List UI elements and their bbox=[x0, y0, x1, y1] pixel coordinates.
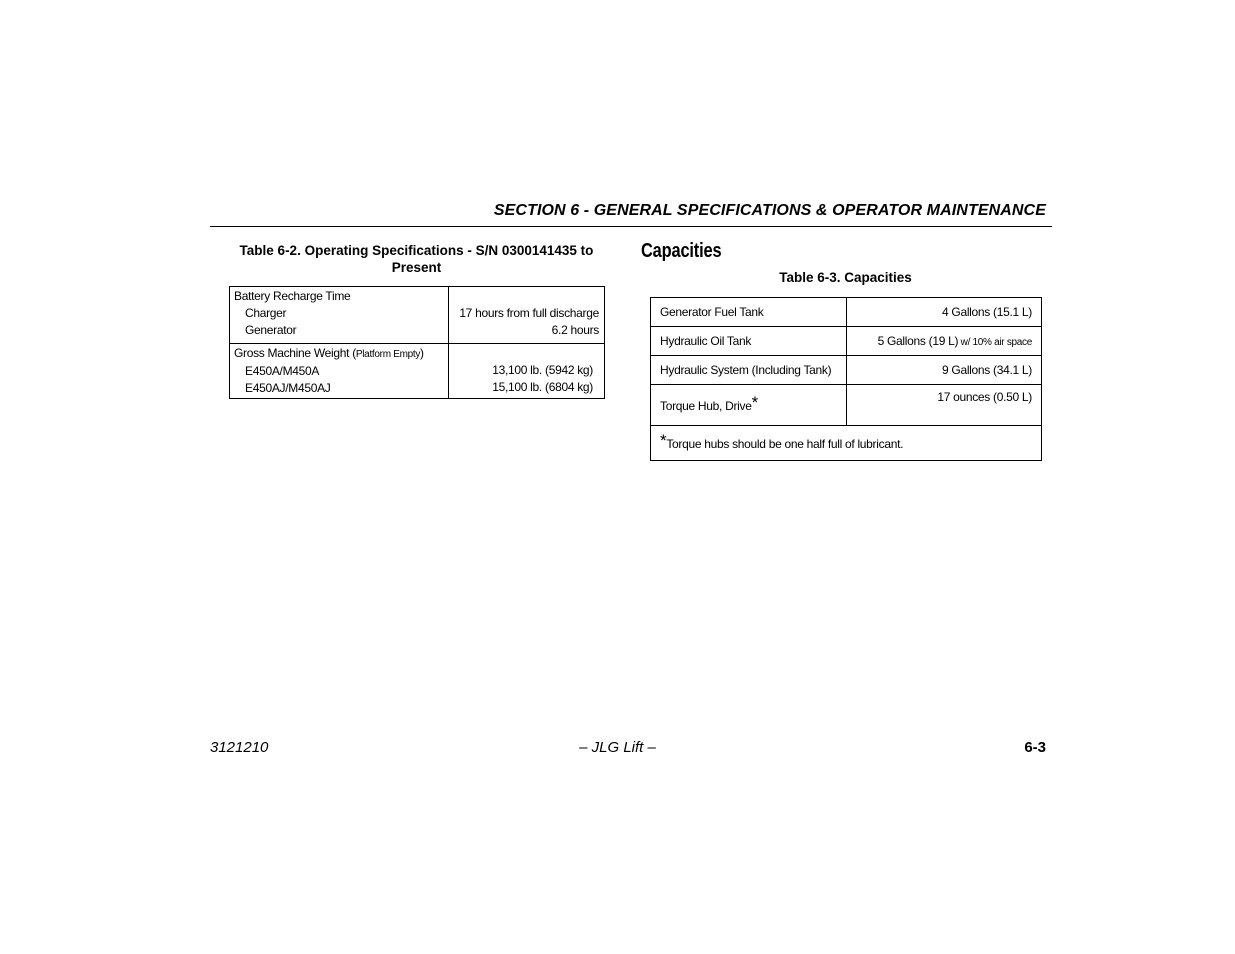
capacity-label: Hydraulic Oil Tank bbox=[651, 327, 847, 356]
capacity-value: 17 ounces (0.50 L) bbox=[847, 385, 1042, 426]
asterisk-mark: * bbox=[660, 431, 667, 450]
spec-item: E450A/M450A bbox=[245, 364, 320, 378]
spec-label-cell bbox=[230, 344, 449, 399]
footer-center-text: – JLG Lift – bbox=[579, 739, 656, 756]
table-note-row bbox=[651, 426, 1042, 461]
capacity-label-cell bbox=[651, 385, 847, 426]
capacity-value-note: w/ 10% air space bbox=[958, 337, 1032, 348]
spec-value-cell bbox=[449, 287, 605, 344]
spec-value: 15,100 lb. (6804 kg) bbox=[492, 380, 593, 394]
capacity-value: 5 Gallons (19 L) bbox=[877, 334, 959, 348]
spec-value: 6.2 hours bbox=[551, 323, 599, 337]
table-6-2-caption bbox=[228, 242, 605, 276]
capacity-value: 4 Gallons (15.1 L) bbox=[847, 298, 1042, 327]
spec-value-cell bbox=[449, 344, 605, 399]
table-row bbox=[230, 344, 605, 399]
table-row bbox=[651, 327, 1042, 356]
capacities-table bbox=[650, 297, 1042, 461]
capacity-value: 9 Gallons (34.1 L) bbox=[847, 356, 1042, 385]
spec-label bbox=[234, 345, 444, 363]
capacity-label: Generator Fuel Tank bbox=[651, 298, 847, 327]
table-row bbox=[651, 298, 1042, 327]
spec-item: Generator bbox=[245, 323, 297, 337]
spec-value: 17 hours from full discharge bbox=[459, 306, 599, 320]
asterisk-mark: * bbox=[751, 393, 758, 412]
spec-label-cell bbox=[230, 287, 449, 344]
capacities-heading: Capacities bbox=[641, 240, 722, 262]
table-row bbox=[651, 385, 1042, 426]
spec-value: 13,100 lb. (5942 kg) bbox=[492, 363, 593, 377]
capacity-value-cell bbox=[847, 327, 1042, 356]
spec-label-text: Gross Machine Weight ( bbox=[234, 346, 356, 360]
caption-line-1: Table 6-2. Operating Specifications - S/N 0300141435 to bbox=[239, 243, 594, 258]
table-note: Torque hubs should be one half full of lubricant. bbox=[666, 437, 904, 451]
table-note-cell bbox=[651, 426, 1042, 461]
table-row bbox=[230, 287, 605, 344]
header-rule bbox=[210, 226, 1052, 227]
operating-specifications-table bbox=[229, 286, 605, 399]
spec-item: E450AJ/M450AJ bbox=[245, 381, 331, 395]
spec-item: Charger bbox=[245, 306, 287, 320]
section-title: SECTION 6 - GENERAL SPECIFICATIONS & OPERATOR MAINTENANCE bbox=[493, 202, 1046, 219]
spec-label-note: Platform Empty bbox=[355, 349, 421, 360]
table-row bbox=[651, 356, 1042, 385]
capacity-label: Hydraulic System (Including Tank) bbox=[651, 356, 847, 385]
table-6-3-caption: Table 6-3. Capacities bbox=[779, 270, 912, 285]
page-number: 6-3 bbox=[1024, 739, 1046, 756]
document-number: 3121210 bbox=[210, 739, 269, 756]
capacity-label: Torque Hub, Drive bbox=[660, 399, 752, 413]
spec-label: Battery Recharge Time bbox=[234, 289, 351, 303]
caption-line-2: Present bbox=[391, 260, 442, 275]
spec-label-end: ) bbox=[420, 346, 424, 360]
